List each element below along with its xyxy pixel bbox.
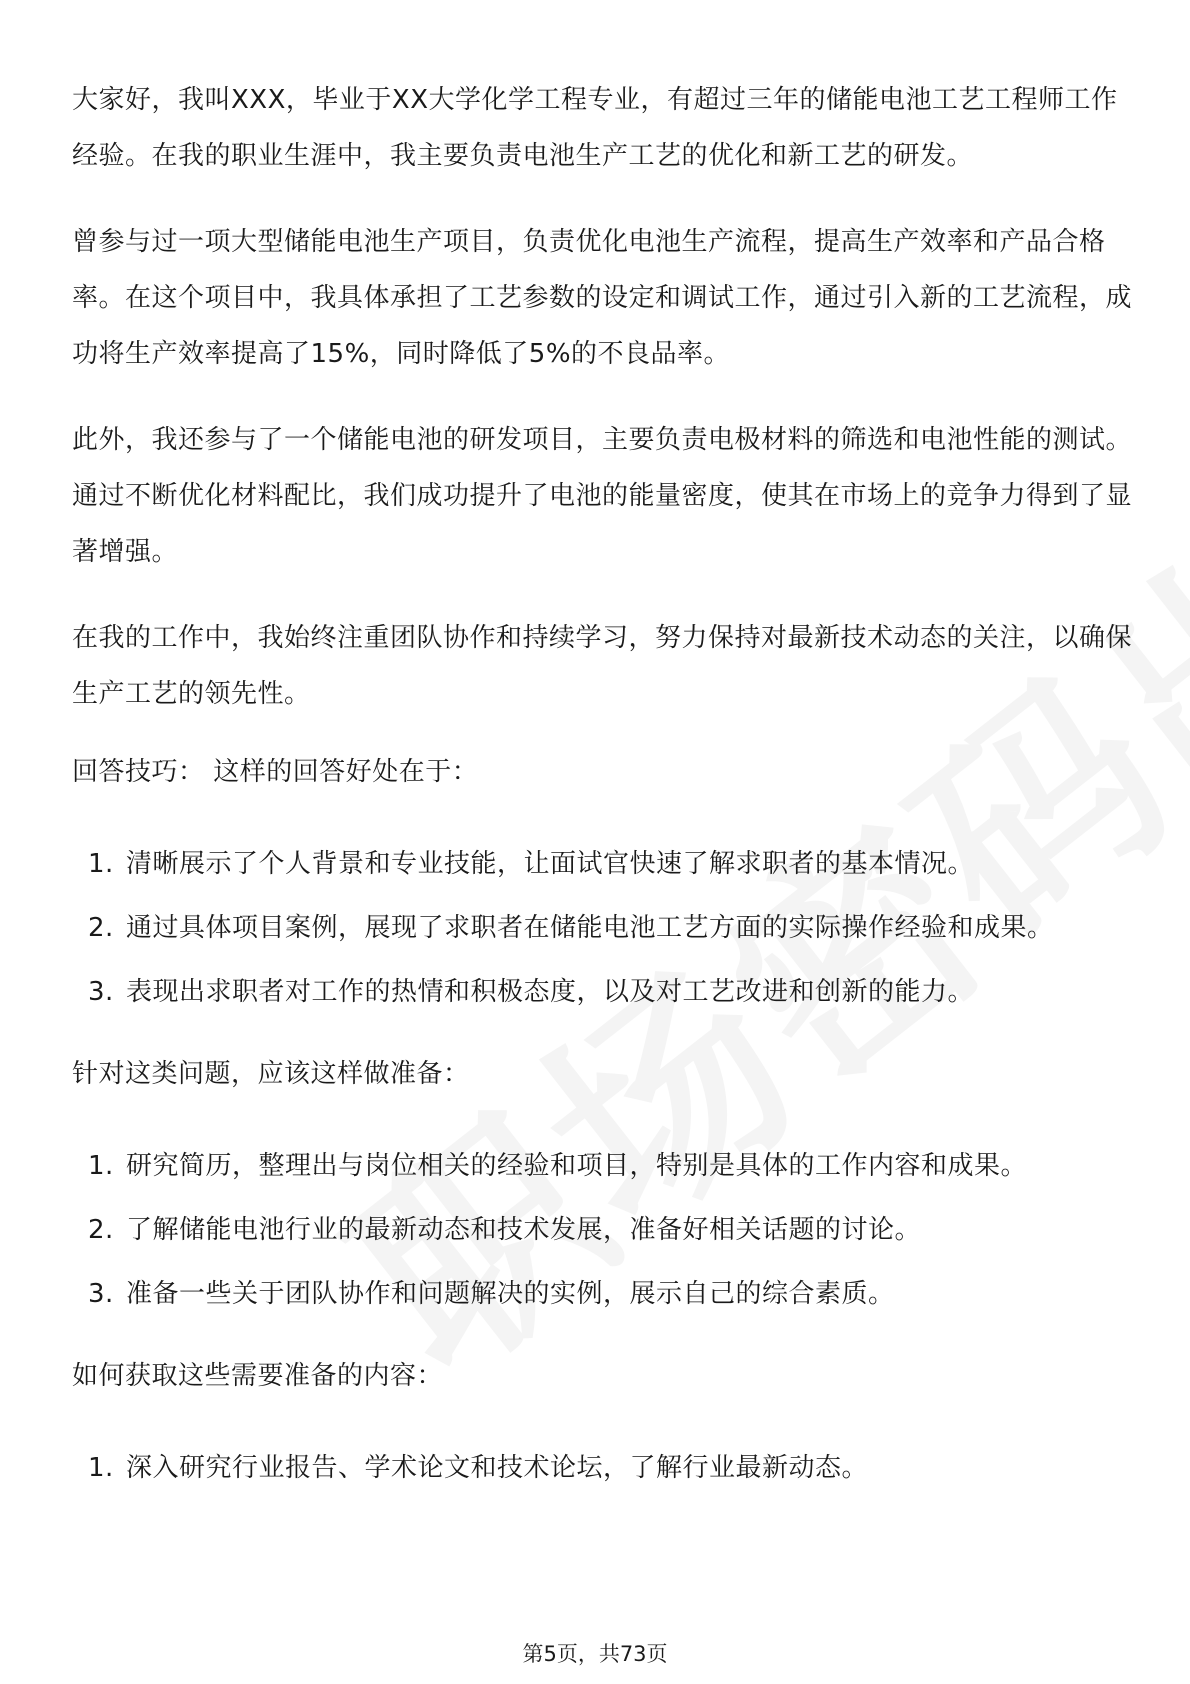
list-item-number: 2. — [88, 1215, 114, 1245]
list-item-number: 3. — [88, 977, 114, 1007]
paragraph-project-rnd: 此外，我还参与了一个储能电池的研发项目，主要负责电极材料的筛选和电池性能的测试。通过不断优化材料配比，我们成功提升了电池的能量密度，使其在市场上的竞争力得到了显著增强。 — [72, 425, 1133, 567]
list-item-text: 清晰展示了个人背景和专业技能，让面试官快速了解求职者的基本情况。 — [126, 849, 975, 879]
list-item-number: 1. — [88, 1151, 114, 1181]
list-item-text: 研究简历，整理出与岗位相关的经验和项目，特别是具体的工作内容和成果。 — [126, 1151, 1028, 1181]
list-item-text: 通过具体项目案例，展现了求职者在储能电池工艺方面的实际操作经验和成果。 — [126, 913, 1054, 943]
list-item — [72, 1202, 1132, 1258]
list-item — [72, 1440, 1132, 1496]
list-item — [72, 1266, 1132, 1322]
paragraph-intro: 大家好，我叫XXX，毕业于XX大学化学工程专业，有超过三年的储能电池工艺工程师工作经验。在我的职业生涯中，我主要负责电池生产工艺的优化和新工艺的研发。 — [72, 85, 1118, 171]
obtain-list — [72, 1440, 1132, 1496]
page-content — [72, 72, 1132, 1530]
obtain-heading: 如何获取这些需要准备的内容： — [72, 1361, 444, 1391]
list-item — [72, 836, 1132, 892]
list-item-number: 3. — [88, 1279, 114, 1309]
paragraph-teamwork: 在我的工作中，我始终注重团队协作和持续学习，努力保持对最新技术动态的关注，以确保生产工艺的领先性。 — [72, 623, 1133, 709]
tips-list — [72, 836, 1132, 1020]
list-item-text: 表现出求职者对工作的热情和积极态度，以及对工艺改进和创新的能力。 — [126, 977, 975, 1007]
list-item-number: 2. — [88, 913, 114, 943]
page-number-footer: 第5页，共73页 — [522, 1642, 668, 1666]
list-item — [72, 964, 1132, 1020]
list-item-number: 1. — [88, 849, 114, 879]
prep-heading: 针对这类问题，应该这样做准备： — [72, 1059, 470, 1089]
list-item-text: 深入研究行业报告、学术论文和技术论坛，了解行业最新动态。 — [126, 1453, 869, 1483]
list-item-text: 准备一些关于团队协作和问题解决的实例，展示自己的综合素质。 — [126, 1279, 895, 1309]
list-item-number: 1. — [88, 1453, 114, 1483]
list-item — [72, 1138, 1132, 1194]
list-item — [72, 900, 1132, 956]
paragraph-project-production: 曾参与过一项大型储能电池生产项目，负责优化电池生产流程，提高生产效率和产品合格率。在这个项目中，我具体承担了工艺参数的设定和调试工作，通过引入新的工艺流程，成功将生产效率提高了15%，同时降低了5%的不良品率。 — [72, 227, 1133, 369]
tips-heading: 回答技巧： 这样的回答好处在于： — [72, 757, 479, 787]
list-item-text: 了解储能电池行业的最新动态和技术发展，准备好相关话题的讨论。 — [126, 1215, 922, 1245]
prep-list — [72, 1138, 1132, 1322]
